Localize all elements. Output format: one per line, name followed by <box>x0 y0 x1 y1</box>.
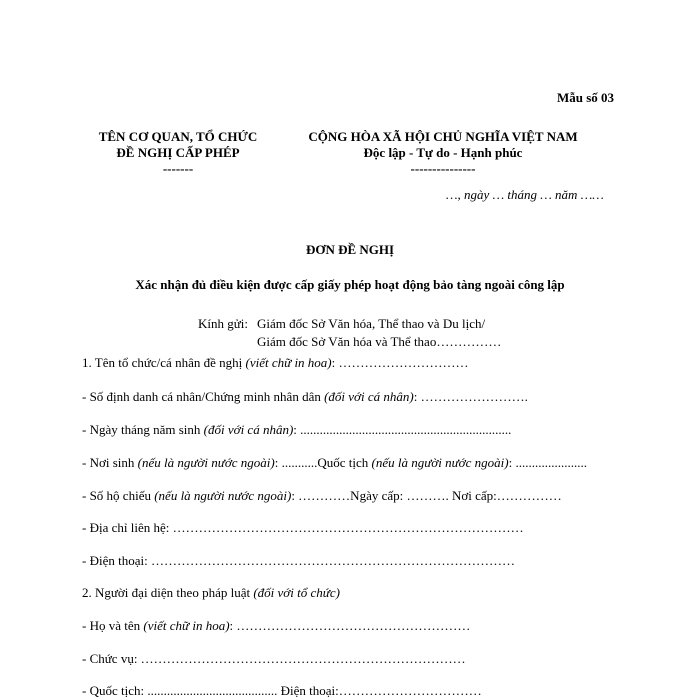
national-rule: --------------- <box>410 161 476 176</box>
field-organization-name: 1. Tên tổ chức/cá nhân đề nghị (viết chữ in hoa): ………………………… <box>82 355 469 370</box>
field-full-name: - Họ và tên (viết chữ in hoa): ……………………………………………… <box>82 618 471 633</box>
recipient-label: Kính gửi: <box>198 316 249 331</box>
field-nationality-phone: - Quốc tịch: ........................................ Điện thoại:…………………………… <box>82 683 482 698</box>
document-title: ĐƠN ĐỀ NGHỊ <box>305 242 395 257</box>
field-personal-id: - Số định danh cá nhân/Chứng minh nhân dân (đối với cá nhân): ……………………. <box>82 389 528 404</box>
field-contact-address: - Địa chỉ liên hệ: ……………………………………………………………………… <box>82 520 524 535</box>
agency-rule: ------- <box>162 161 194 176</box>
form-number: Mẫu số 03 <box>557 90 615 105</box>
recipient-line1: Giám đốc Sở Văn hóa, Thể thao và Du lịch/ <box>257 316 486 331</box>
agency-name-line2: ĐỀ NGHỊ CẤP PHÉP <box>116 145 240 160</box>
field-phone: - Điện thoại: ………………………………………………………………………… <box>82 553 515 568</box>
field-position: - Chức vụ: ………………………………………………………………… <box>82 651 466 666</box>
national-header <box>293 129 593 177</box>
national-motto: Độc lập - Tự do - Hạnh phúc <box>363 145 523 160</box>
recipient-line2: Giám đốc Sở Văn hóa và Thể thao…………… <box>257 334 502 349</box>
field-date-of-birth: - Ngày tháng năm sinh (đối với cá nhân): ................................................................. <box>82 422 512 437</box>
agency-name-line1: TÊN CƠ QUAN, TỔ CHỨC <box>98 129 258 144</box>
section-legal-representative: 2. Người đại diện theo pháp luật (đối với tổ chức) <box>82 585 340 600</box>
national-title: CỘNG HÒA XÃ HỘI CHỦ NGHĨA VIỆT NAM <box>308 129 578 144</box>
document-subtitle: Xác nhận đủ điều kiện được cấp giấy phép hoạt động bảo tàng ngoài công lập <box>135 277 565 292</box>
field-birthplace-nationality: - Nơi sinh (nếu là người nước ngoài): ...........Quốc tịch (nếu là người nước ngoài): ...................... <box>82 455 587 470</box>
date-line: …, ngày … tháng … năm …… <box>446 187 604 202</box>
agency-header <box>78 129 278 177</box>
field-passport: - Số hộ chiếu (nếu là người nước ngoài): …………Ngày cấp: ………. Nơi cấp:…………… <box>82 488 562 503</box>
